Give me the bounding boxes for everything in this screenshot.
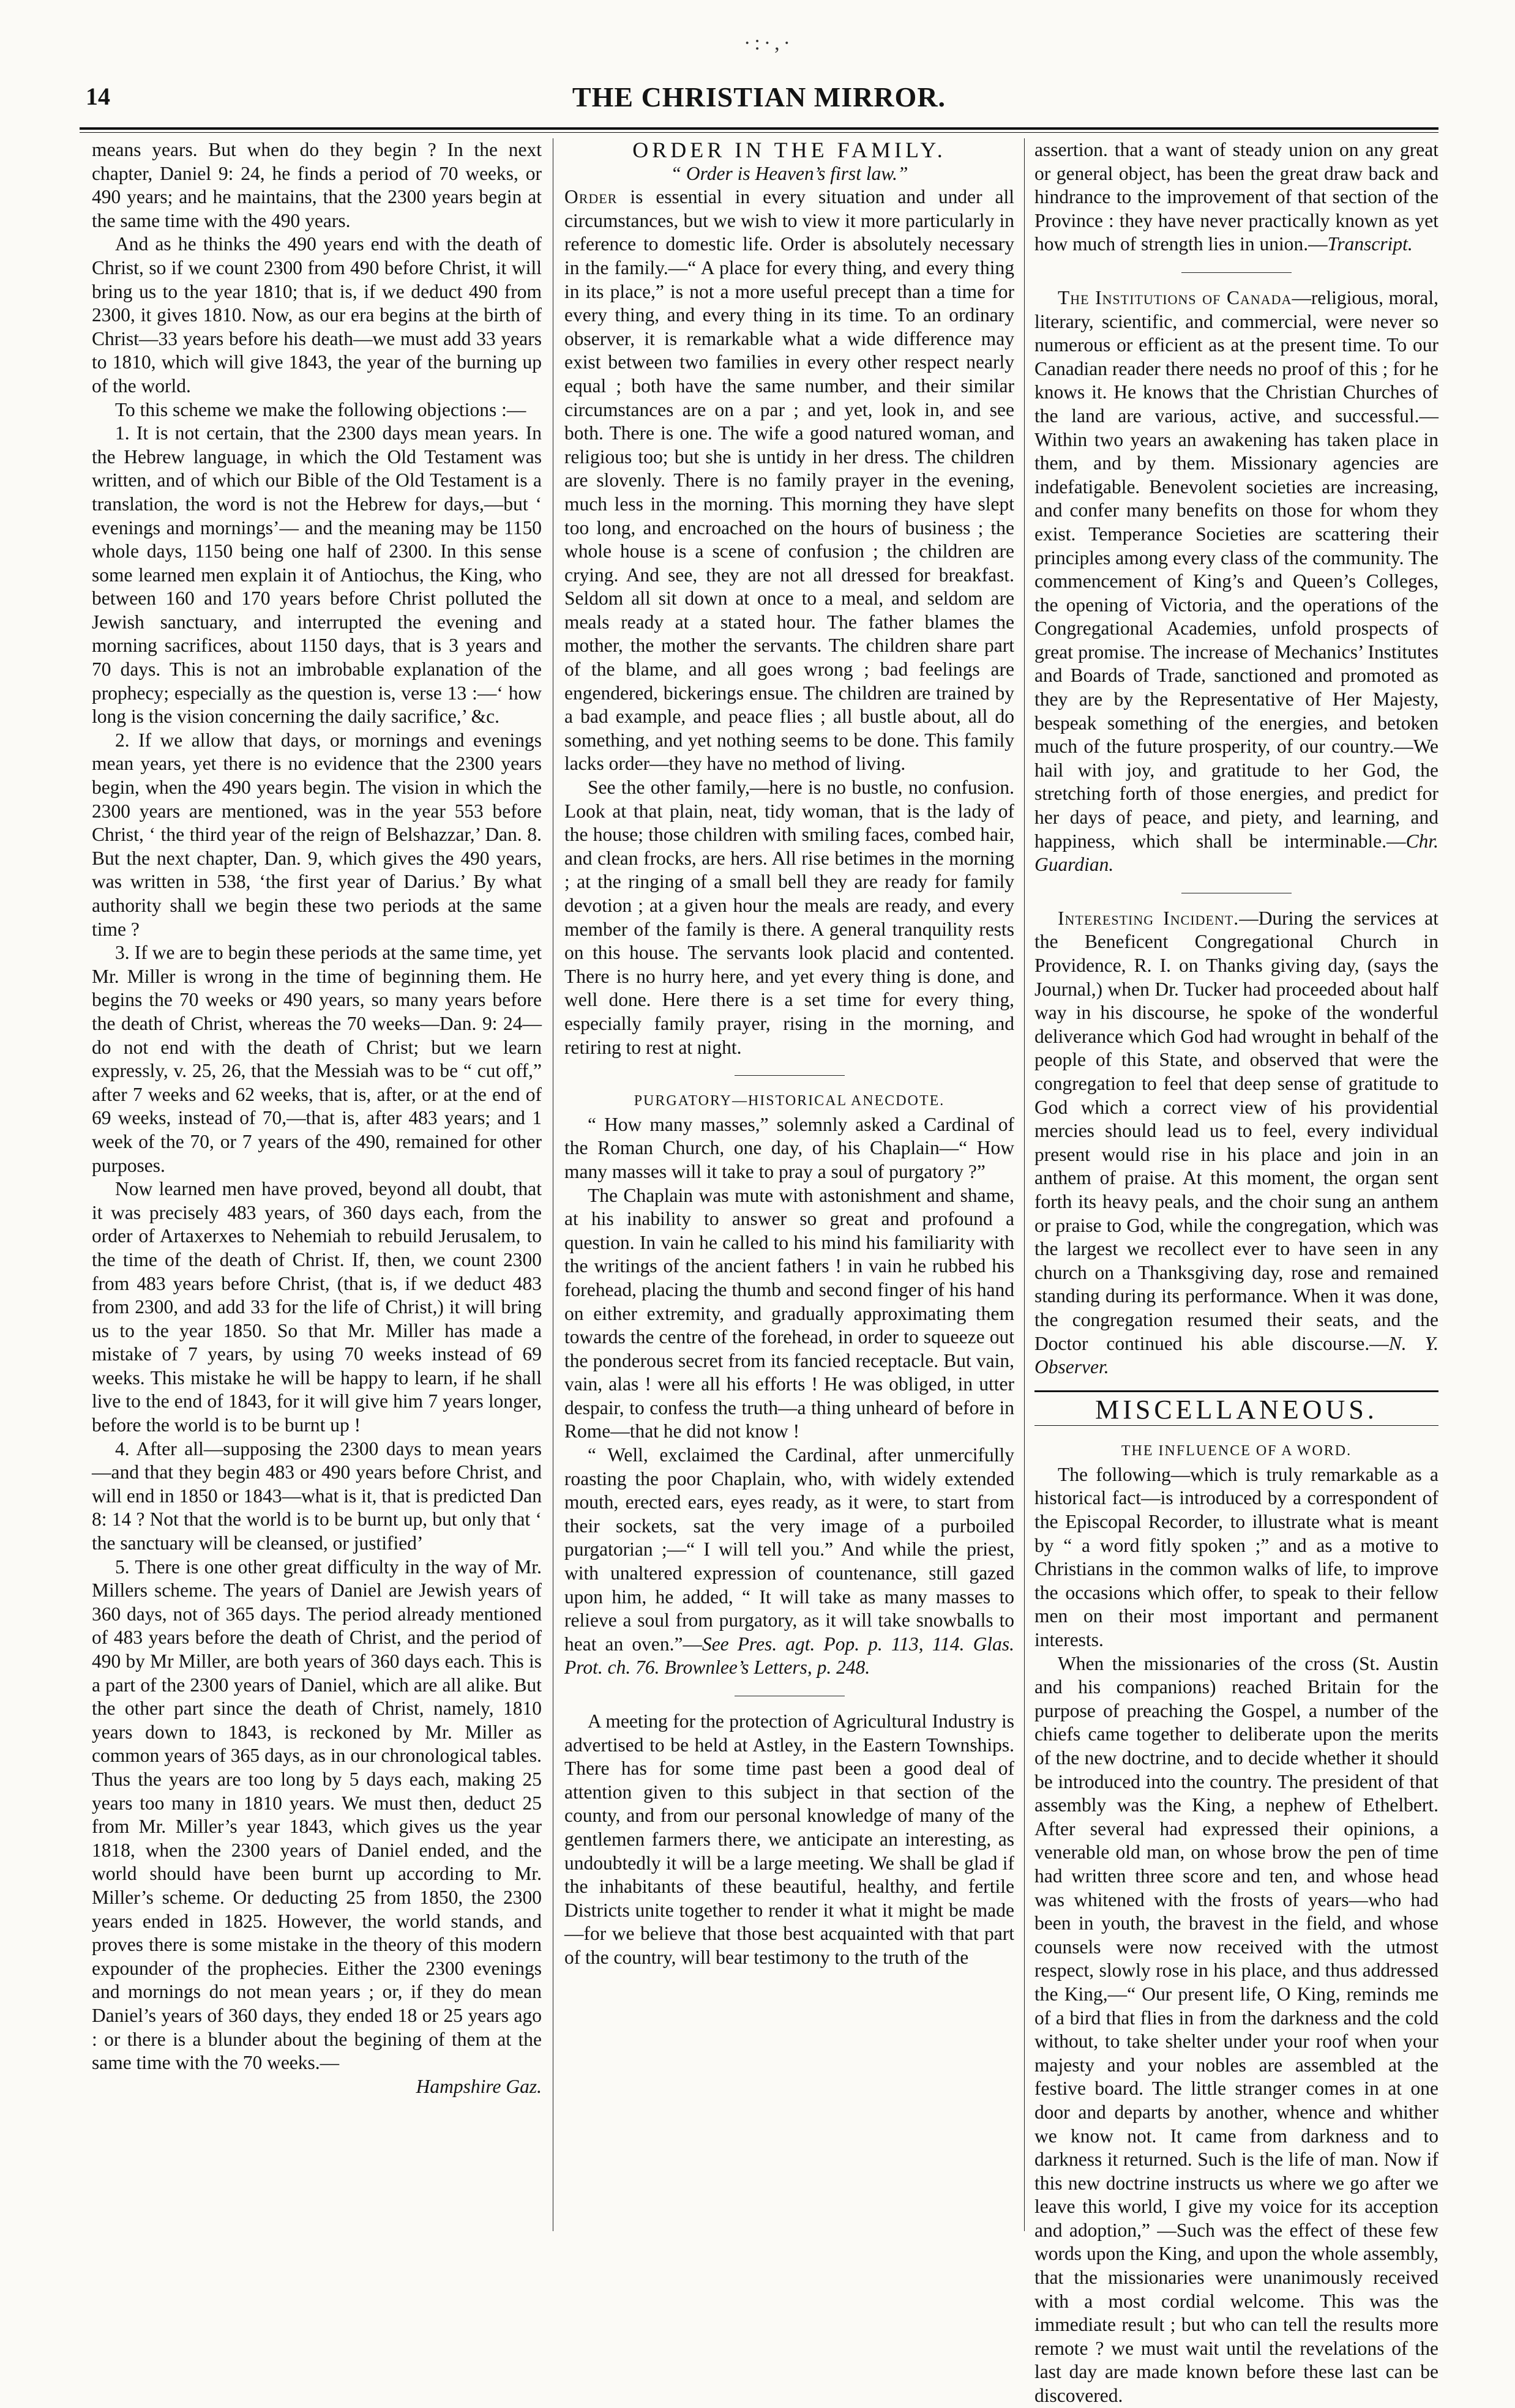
paragraph: 2. If we allow that days, or mornings and evenings mean years, yet there is no evidence that the 2300 years begin, when the 490 years begin. The vision in which the 2300 years are mentioned, was in the year 553 before Christ, ‘ the third year of the reign of Belshazzar,’ Dan. 8. But the next chapter, Dan. 9, which gives the 490 years, was written in 538, ‘the first year of Darius.’ By what authority shall we begin these two periods at the same time ? bbox=[92, 729, 542, 940]
paragraph: When the missionaries of the cross (St. Austin and his companions) reached Britain for the purpose of preaching the Gospel, a number of the chiefs came together to deliberate upon the merits of the new doctrine, and to decide whether it should be introduced into the country. The president of that assembly was the King, a nephew of Ethelbert. After several had expressed their opinions, a venerable old man, on whose brow the pen of time had written three score and ten, and whose head was whitened with the frosts of years—who had been in youth, the bravest in the field, and whose counsels were now received with the utmost respect, slowly rose in his place, and thus addressed the King,—“ Our present life, O King, reminds me of a bird that flies in from the darkness and the cold without, to take shelter under your roof when your majesty and your nobles are assembled at the festive board. The little stranger comes in at one door and departs by another, whence and whither we know not. It came from darkness and to darkness it returned. Such is the life of man. Now if this new doctrine instructs us where we go after we leave this world, I give my voice for its acception and adoption,” —Such was the effect of these few words upon the King, and upon the whole assembly, that the missionaries were unanimously received with a most cordial welcome. This was the immediate result ; but who can tell the results more remote ? we must wait until the revelations of the last day are made known before these last can be discovered. bbox=[1034, 1652, 1438, 2407]
page-number: 14 bbox=[86, 83, 110, 110]
paragraph: The following—which is truly remarkable as a historical fact—is introduced by a correspondent of the Episcopal Recorder, to illustrate what is meant by “ a word fitly spoken ;” and as a motive to Christians in the common walks of life, to improve the occasions which offer, to speak to their fellow men on their most important and permanent interests. bbox=[1034, 1463, 1438, 1651]
paragraph bbox=[1034, 907, 1438, 1379]
section-title: MISCELLANEOUS. bbox=[1095, 1394, 1378, 1425]
article-source: Hampshire Gaz. bbox=[416, 2075, 542, 2097]
page-header bbox=[86, 32, 1432, 126]
column-1 bbox=[92, 138, 542, 2237]
column-3 bbox=[1034, 138, 1438, 2407]
paragraph bbox=[564, 185, 1014, 776]
lead-phrase: Interesting Incident. bbox=[1058, 907, 1240, 929]
paragraph-text: “ Well, exclaimed the Cardinal, after unmercifully roasting the poor Chaplain, who, with widely extended mouth, erected ears, eyes ready, as it were, to start from their sockets, sat the very image of a purboiled purgatorian ;—“ I will tell you.” And while the priest, with unaltered expression of countenance, still gazed upon him, he added, “ It will take as many masses to relieve a soul from purgatory, as it will take snowballs to heat an oven.”— bbox=[564, 1444, 1014, 1655]
paragraph: A meeting for the protection of Agricultural Industry is advertised to be held at Astley, in the Eastern Townships. There has for some time past been a good deal of attention given to this subject in that section of the county, and from our personal knowledge of many of the gentlemen farmers there, we anticipate an interesting, as undoubtedly it will be a large meeting. We shall be glad if the inhabitants of these beautiful, healthy, and fertile Districts unite together to render it what it might be made—for we believe that those best acquainted with that part of the country, will bear testimony to the truth of the bbox=[564, 1710, 1014, 1968]
paragraph: 3. If we are to begin these periods at the same time, yet Mr. Miller is wrong in the time of beginning them. He begins the 70 weeks or 490 years, so many years before the death of Christ, whereas the 70 weeks—Dan. 9: 24—do not end with the death of Christ; but we learn expressly, v. 25, 26, that the Messiah was to be “ cut off,” after 7 weeks and 62 weeks, that is, after, or at the end of 69 weeks, instead of 70,—that is, after 483 years; and 1 week of the 70, or 7 years of the 490, remained for other purposes. bbox=[92, 942, 542, 1176]
paragraph: And as he thinks the 490 years end with the death of Christ, so if we count 2300 from 490 before Christ, it will bring us to the year 1810; that is, if we deduct 490 from 2300, it gives 1810. Now, as our era begins at the birth of Christ—33 years before his death—we must add 33 years to 1810, which will give 1843, the year of the burning up of the world. bbox=[92, 233, 542, 397]
paragraph: “ How many masses,” solemnly asked a Cardinal of the Roman Church, one day, of his Chaplain—“ How many masses will it take to pray a soul of purgatory ?” bbox=[564, 1113, 1014, 1182]
paragraph bbox=[564, 1444, 1014, 1680]
paragraph-text: —During the services at the Beneficent Congregational Church in Providence, R. I. on Thanks giving day, (says the Journal,) when Dr. Tucker had proceeded about half way in his discourse, he spoke of the wonderful deliverance which God had wrought in behalf of the people of this State, and observed that were the congregation to feel that deep sense of gratitude to God which a correct view of his providential mercies should lead us to feel, every individual present would rise in his place and join in an anthem of praise. At this moment, the organ sent forth its heavy peals, and the choir sung an anthem or praise to God, while the congregation, which was the largest we recollect ever to have seen in any church on a Thanksgiving day, rose and remained standing during its performance. When it was done, the congregation resumed their seats, and the Doctor continued his able discourse.— bbox=[1034, 907, 1438, 1354]
masthead-title: THE CHRISTIAN MIRROR. bbox=[572, 81, 946, 113]
paragraph-text: —religious, moral, literary, scientific, and commercial, were never so numerous or efficient as at the present time. To our Canadian reader there needs no proof of this ; for he knows it. He knows that the Christian Churches of the land are various, active, and successful.—Within two years an awakening has taken place in them, and by them. Missionary agencies are indefatigable. Benevolent societies are increasing, and confer many benefits on those for whom they exist. Temperance Societies are scattering their principles among every class of the community. The commencement of King’s and Queen’s Colleges, the opening of Victoria, and the operations of the Congregational Academies, unfold prospects of great promise. The increase of Mechanics’ Institutes and Boards of Trade, sanctioned and promoted as they are by the Representative of Her Majesty, bespeak something of the energies, and betoken much of the future prosperity, of our country.—We hail with joy, and gratitude to her God, the stretching forth of those energies, and predict for her days of peace, and piety, and learning, and happiness, which shall be interminable.— bbox=[1034, 286, 1438, 852]
article-subheading: THE INFLUENCE OF A WORD. bbox=[1121, 1443, 1352, 1459]
paragraph: To this scheme we make the following objections :— bbox=[115, 398, 526, 420]
lead-word: Order bbox=[564, 186, 618, 208]
lead-phrase: The Institutions of Canada bbox=[1058, 286, 1292, 308]
paragraph-text: assertion. that a want of steady union on any great or general object, has been the great draw back and hindrance to the improvement of that section of the Province : they have never practically known as yet how much of strength lies in union.— bbox=[1034, 139, 1438, 255]
paragraph: 4. After all—supposing the 2300 days to mean years —and that they begin 483 or 490 years before Christ, and will end in 1850 or 1843—what is it, that is predicted Dan 8: 14 ? Not that the world is to be burnt up, but only that ‘ the sanctuary will be cleansed, or justified’ bbox=[92, 1437, 542, 1554]
paragraph: means years. But when do they begin ? In the next chapter, Daniel 9: 24, he finds a period of 70 weeks, or 490 years; and he maintains, that the 2300 years begin at the same time with the 490 years. bbox=[92, 139, 542, 231]
article-source: Chr. Guardian. bbox=[1034, 830, 1438, 876]
section-banner bbox=[1034, 1390, 1438, 1426]
article-source: N. Y. Observer. bbox=[1034, 1332, 1438, 1378]
paragraph: Now learned men have proved, beyond all doubt, that it was precisely 483 years, of 360 days each, from the order of Artaxerxes to Nehemiah to rebuild Jerusalem, to the time of the death of Christ. If, then, we count 2300 from 483 years before Christ, (that is, if we deduct 483 from 2300, and add 33 for the life of Christ,) it will bring us to the year 1850. So that Mr. Miller has made a mistake of 7 years, by using 70 weeks instead of 69 weeks. This mistake he will be happy to learn, if he shall live to the end of 1843, for it will give him 7 years longer, before the world is to be burnt up ! bbox=[92, 1178, 542, 1436]
section-divider bbox=[735, 1075, 845, 1076]
paragraph: 1. It is not certain, that the 2300 days mean years. In the Hebrew language, in which the Old Testament was written, and of which our Bible of the Old Testament is a translation, the word is not the Hebrew for days,—but ‘ evenings and mornings’— and the meaning may be 1150 whole days, 1150 being one half of 2300. In this sense some learned men explain it of Antiochus, the King, who between 160 and 170 years before Christ polluted the Jewish sanctuary, and interrupted the evening and morning sacrifices, about 1150 days, that is 3 years and 70 days. This is not an imbrobable explanation of the prophecy; especially as the question is, verse 13 :—‘ how long is the vision concerning the daily sacrifice,’ &c. bbox=[92, 422, 542, 728]
paragraph: The Chaplain was mute with astonishment and shame, at his inability to answer so great and profound a question. In vain he called to his mind his familiarity with the writings of the ancient fathers ! in vain he rubbed his forehead, placing the thumb and second finger of his hand on either extremity, and gradually approximating them towards the centre of the forehead, in order to squeeze out the ponderous secret from its fancied receptacle. But vain, vain, alas ! were all his efforts ! He was obliged, in utter despair, to confess the truth—a thing unheard of before in Rome—that he did not know ! bbox=[564, 1184, 1014, 1442]
column-divider bbox=[1024, 138, 1025, 2231]
article-heading: ORDER IN THE FAMILY. bbox=[632, 138, 946, 162]
paragraph bbox=[1034, 286, 1438, 877]
section-divider bbox=[1181, 272, 1292, 273]
paragraph: See the other family,—here is no bustle, no confusion. Look at that plain, neat, tidy woman, that is the lady of the house; those children with smiling faces, combed hair, and clean frocks, are hers. All rise betimes in the morning ; at the ringing of a small bell they are ready for family devotion ; at a given hour the meals are ready, and every member of the family is there. A general tranquility rests on this house. The servants look placid and contented. There is no hurry here, and yet every thing is done, and well done. Here there is a set time for every thing, especially family prayer, rising in the morning, and retiring to rest at night. bbox=[564, 777, 1014, 1058]
article-subheading: PURGATORY—HISTORICAL ANECDOTE. bbox=[634, 1093, 945, 1109]
header-rule bbox=[80, 127, 1438, 130]
article-motto: “ Order is Heaven’s first law.” bbox=[670, 162, 908, 184]
masthead-ornament: ·:·,· bbox=[744, 32, 794, 54]
paragraph-text: is essential in every situation and under all circumstances, but we wish to view it more particularly in reference to domestic life. Order is absolutely necessary in the family.—“ A place for every thing, and every thing in its place,” is not a more useful precept than a time for every thing, and every thing in its time. To an ordinary observer, it is remarkable what a wide difference may exist between two families in every other respect nearly equal ; both have the same number, and their similar circumstances are on a par ; and yet, look in, and see both. There is one. The wife a good natured woman, and religious too; but she is untidy in her dress. The children are slovenly. There is no family prayer in the evening, much less in the morning. This morning they have slept too long, and encroached on the hours of business ; the whole house is a scene of confusion ; the children are crying. And see, they are not all dressed for breakfast. Seldom all sit down at once to a meal, and seldom are meals ready at a stated hour. The father blames the mother, the mother the servants. The children share part of the blame, and all goes wrong ; bad feelings are engendered, bickerings ensue. The children are trained by a bad example, and peace flies ; all bustle about, all do something, and yet nothing seems to be done. This family lacks order—they have no method of living. bbox=[564, 186, 1014, 775]
column-2 bbox=[564, 138, 1014, 2237]
article-source: See Pres. agt. Pop. p. 113, 114. Glas. Prot. ch. 76. Brownlee’s Letters, p. 248. bbox=[564, 1633, 1014, 1679]
paragraph bbox=[1034, 138, 1438, 256]
paragraph: 5. There is one other great difficulty in the way of Mr. Millers scheme. The years of Daniel are Jewish years of 360 days, not of 365 days. The period already mentioned of 483 years before the death of Christ, and the period of 490 by Mr Miller, are both years of 360 days each. This is a part of the 2300 years of Daniel, which are all alike. But the other part since the death of Christ, namely, 1810 years down to 1843, is reckoned by Mr. Miller as common years of 365 days, as in our chronological tables. Thus the years are too long by 5 days each, making 25 years too many in 1810 years. We must then, deduct 25 from Mr. Miller’s year 1843, which gives us the year 1818, when the 2300 years of Daniel ended, and the world should have been burnt up according to Mr. Miller’s scheme. Or deducting 25 from 1850, the 2300 years ended in 1825. However, the world stands, and proves there is some mistake in the theory of this modern expounder of the prophecies. Either the 2300 evenings and mornings do not mean years ; or, if they do mean Daniel’s years of 360 days, they ended 18 or 25 years ago : or there is a blunder about the begining of them at the same time with the 70 weeks.— bbox=[92, 1556, 542, 2074]
article-source: Transcript. bbox=[1327, 233, 1413, 255]
header-rule-thin bbox=[80, 132, 1438, 133]
